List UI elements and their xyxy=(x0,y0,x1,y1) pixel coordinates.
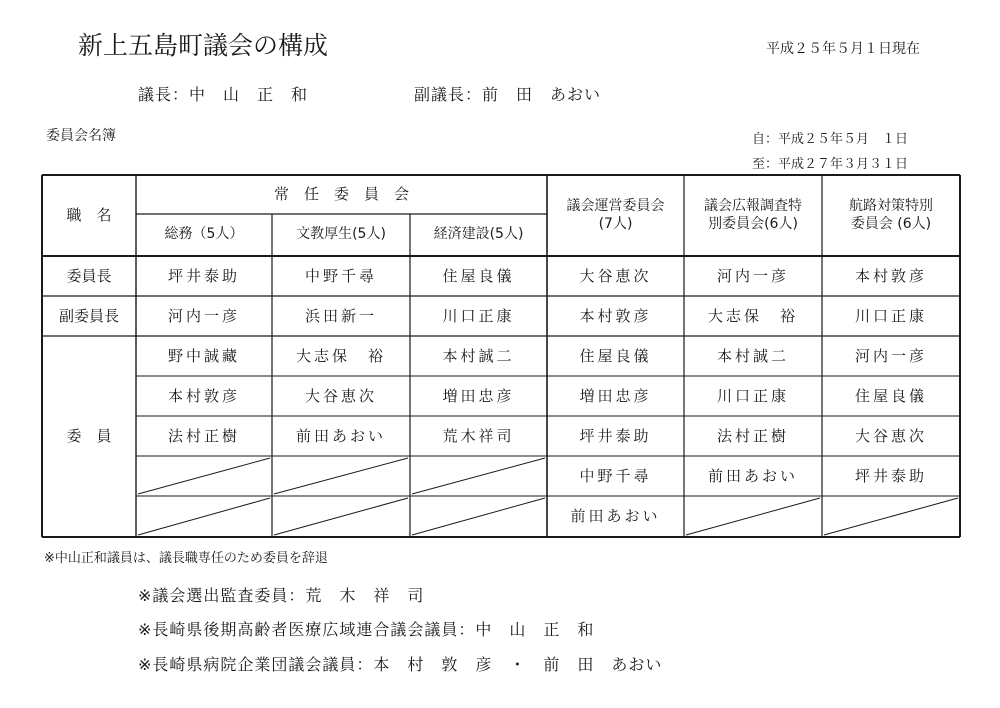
row-label-vice-chair: 副委員長 xyxy=(58,306,119,325)
chair-name: 議長：中 山 正 和 xyxy=(138,85,309,104)
member-name: 住屋良儀 xyxy=(442,266,515,285)
footnote: ※中山正和議員は、議長職専任のため委員を辞退 xyxy=(44,551,328,566)
row-label-chair: 委員長 xyxy=(66,266,112,285)
member-name: 前田あおい xyxy=(295,426,386,445)
member-name: 大谷恵次 xyxy=(579,266,652,285)
member-name: 本村誠二 xyxy=(716,346,789,365)
member-name: 大谷恵次 xyxy=(854,426,927,445)
member-name: 本村敦彦 xyxy=(579,306,652,325)
header-standing-committees: 常 任 委 員 会 xyxy=(273,185,409,204)
col-header: 議会広報調査特 別委員会(6人) xyxy=(704,198,802,232)
member-name: 本村敦彦 xyxy=(167,386,240,405)
member-name: 住屋良儀 xyxy=(579,346,652,365)
member-name: 増田忠彦 xyxy=(579,386,652,405)
member-name: 坪井泰助 xyxy=(579,426,652,445)
member-name: 前田あおい xyxy=(707,466,798,485)
col-header: 総務（5人） xyxy=(164,226,244,243)
term-start: 自：平成２５年５月 １日 xyxy=(752,132,909,147)
member-name: 本村誠二 xyxy=(442,346,515,365)
vice-chair-name: 副議長：前 田 あおい xyxy=(414,85,602,104)
member-name: 河内一彦 xyxy=(167,306,240,325)
member-name: 川口正康 xyxy=(716,386,789,405)
as-of-date: 平成２５年５月１日現在 xyxy=(766,41,920,57)
member-name: 本村敦彦 xyxy=(854,266,927,285)
member-name: 川口正康 xyxy=(442,306,515,325)
col-header: 経済建設(5人) xyxy=(433,226,524,243)
member-name: 増田忠彦 xyxy=(442,386,515,405)
header-corner-label: 職 名 xyxy=(66,206,112,225)
roster-title: 委員会名簿 xyxy=(46,128,116,144)
member-name: 法村正樹 xyxy=(167,426,240,445)
row-label-members: 委 員 xyxy=(66,427,112,446)
col-header: 文教厚生(5人) xyxy=(296,226,386,243)
member-name: 大谷恵次 xyxy=(304,386,377,405)
extra-assignment-audit: ※議会選出監査委員：荒 木 祥 司 xyxy=(138,586,425,605)
extra-assignment-hospital: ※長崎県病院企業団議会議員：本 村 敦 彦 ・ 前 田 あおい xyxy=(138,655,663,674)
member-name: 中野千尋 xyxy=(579,466,652,485)
member-name: 川口正康 xyxy=(854,306,927,325)
col-header: 議会運営委員会 (7人) xyxy=(566,198,665,232)
member-name: 荒木祥司 xyxy=(442,426,515,445)
member-name: 野中誠藏 xyxy=(167,346,240,365)
page-title: 新上五島町議会の構成 xyxy=(78,31,329,60)
member-name: 河内一彦 xyxy=(854,346,927,365)
term-end: 至：平成２７年３月３１日 xyxy=(752,157,909,172)
member-name: 法村正樹 xyxy=(716,426,789,445)
member-name: 大志保 裕 xyxy=(707,306,798,325)
member-name: 前田あおい xyxy=(570,507,661,526)
member-name: 河内一彦 xyxy=(716,266,789,285)
member-name: 住屋良儀 xyxy=(854,386,927,405)
extra-assignment-elderly-medical: ※長崎県後期高齢者医療広域連合議会議員：中 山 正 和 xyxy=(138,620,595,639)
col-header: 航路対策特別 委員会 (6人) xyxy=(849,198,933,232)
member-name: 浜田新一 xyxy=(304,306,377,325)
member-name: 坪井泰助 xyxy=(167,266,240,285)
member-name: 坪井泰助 xyxy=(854,466,927,485)
member-name: 中野千尋 xyxy=(304,266,377,285)
member-name: 大志保 裕 xyxy=(295,346,386,365)
